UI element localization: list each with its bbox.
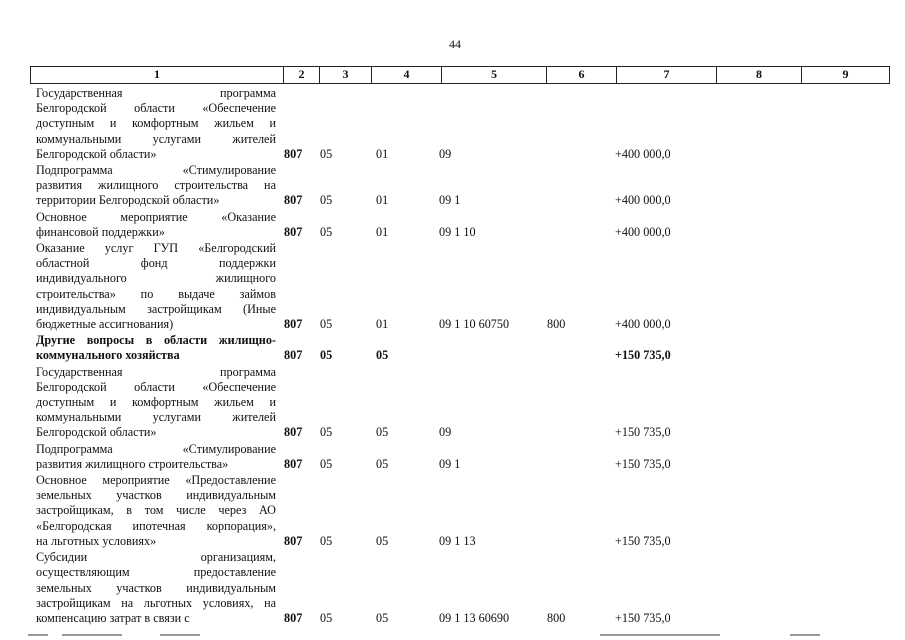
empty-cell	[779, 364, 859, 365]
header-col-6: 6	[546, 67, 616, 83]
header-col-3: 3	[319, 67, 371, 83]
table-row	[30, 241, 890, 333]
amount-change: +400 000,0	[615, 224, 671, 239]
section-code: 05	[320, 317, 333, 332]
expense-type-code	[539, 364, 609, 365]
target-article-code: 09	[439, 425, 452, 440]
expense-type-code: 800	[547, 610, 566, 625]
description-line: областной фонд поддержки	[36, 256, 276, 271]
subsection-code: 05	[376, 348, 389, 363]
expense-type-code	[539, 209, 609, 210]
ministry-code: 807	[284, 146, 303, 161]
row-description	[30, 333, 276, 364]
target-article-code: 09	[439, 146, 452, 161]
table-header	[30, 66, 890, 84]
header-col-8: 8	[716, 67, 801, 83]
header-col-4: 4	[371, 67, 441, 83]
ministry-code: 807	[284, 533, 303, 548]
subsection-code: 05	[376, 425, 389, 440]
ministry-code: 807	[284, 610, 303, 625]
table-row	[30, 473, 890, 550]
amount-change: +150 735,0	[615, 348, 671, 363]
ministry-code: 807	[284, 348, 303, 363]
target-article-code: 09 1 13	[439, 533, 476, 548]
expense-type-code	[539, 472, 609, 473]
target-article-code: 09 1	[439, 193, 461, 208]
amount-change: +400 000,0	[615, 193, 671, 208]
amount-change: +150 735,0	[615, 425, 671, 440]
description-line: коммунального хозяйства	[36, 348, 180, 363]
empty-cell	[699, 472, 779, 473]
description-line: доступным и комфортным жильем и	[36, 395, 276, 410]
description-line: компенсацию затрат в связи с	[36, 610, 190, 625]
subsection-code: 01	[376, 224, 389, 239]
ministry-code: 807	[284, 317, 303, 332]
amount-change: +150 735,0	[615, 610, 671, 625]
empty-cell	[779, 162, 859, 163]
subsection-code: 05	[376, 533, 389, 548]
amount-change: +400 000,0	[615, 317, 671, 332]
empty-cell	[699, 209, 779, 210]
target-article-code: 09 1 10 60750	[439, 317, 510, 332]
ministry-code: 807	[284, 193, 303, 208]
description-line: развития жилищного строительства на	[36, 178, 276, 193]
row-description	[30, 442, 276, 473]
description-line: Основное мероприятие «Предоставление	[36, 473, 276, 488]
table-row	[30, 163, 890, 210]
subsection-code: 05	[376, 456, 389, 471]
expense-type-code	[539, 240, 609, 241]
section-code: 05	[320, 456, 333, 471]
section-code: 05	[320, 193, 333, 208]
empty-cell	[699, 240, 779, 241]
description-line: строительства» по выдаче займов	[36, 286, 276, 301]
section-code: 05	[320, 224, 333, 239]
subsection-code: 01	[376, 317, 389, 332]
subsection-code: 01	[376, 146, 389, 161]
ministry-code: 807	[284, 425, 303, 440]
target-article-code	[434, 364, 539, 365]
empty-cell	[699, 549, 779, 550]
description-line: застройщикам на льготных условиях, на	[36, 595, 276, 610]
description-line: земельных участков индивидуальным	[36, 580, 276, 595]
description-line: Оказание услуг ГУП «Белгородский	[36, 241, 276, 256]
row-description	[30, 241, 276, 333]
description-line: Субсидии организациям,	[36, 550, 276, 565]
row-description	[30, 86, 276, 163]
description-line: финансовой поддержки»	[36, 224, 165, 239]
description-line: Государственная программа	[36, 364, 276, 379]
target-article-code: 09 1	[439, 456, 461, 471]
row-description	[30, 365, 276, 442]
table-row	[30, 210, 890, 241]
target-article-code: 09 1 10	[439, 224, 476, 239]
table-row	[30, 365, 890, 442]
section-code: 05	[320, 146, 333, 161]
empty-cell	[699, 162, 779, 163]
empty-cell	[779, 441, 859, 442]
description-line: Подпрограмма «Стимулирование	[36, 163, 276, 178]
ministry-code: 807	[284, 456, 303, 471]
description-line: коммунальными услугами жителей	[36, 131, 276, 146]
description-line: развития жилищного строительства»	[36, 456, 229, 471]
subsection-code: 01	[376, 193, 389, 208]
header-col-9: 9	[801, 67, 889, 83]
empty-cell	[779, 209, 859, 210]
description-line: доступным и комфортным жильем и	[36, 116, 276, 131]
description-line: коммунальными услугами жителей	[36, 410, 276, 425]
empty-cell	[699, 332, 779, 333]
header-col-2: 2	[283, 67, 319, 83]
expense-type-code: 800	[547, 317, 566, 332]
header-col-5: 5	[441, 67, 546, 83]
header-col-7: 7	[616, 67, 716, 83]
description-line: индивидуальным застройщикам (Иные	[36, 301, 276, 316]
row-description	[30, 163, 276, 210]
table-row	[30, 333, 890, 364]
header-col-1: 1	[154, 67, 160, 81]
amount-change: +150 735,0	[615, 456, 671, 471]
description-line: застройщикам, в том числе через АО	[36, 503, 276, 518]
description-line: на льготных условиях»	[36, 533, 157, 548]
description-line: Основное мероприятие «Оказание	[36, 209, 276, 224]
description-line: Государственная программа	[36, 86, 276, 100]
description-line: Белгородской области «Обеспечение	[36, 379, 276, 394]
description-line: осуществляющим предоставление	[36, 565, 276, 580]
row-description	[30, 550, 276, 627]
description-line: индивидуального жилищного	[36, 271, 276, 286]
description-line: Белгородской области»	[36, 425, 157, 440]
empty-cell	[779, 472, 859, 473]
section-code: 05	[320, 425, 333, 440]
expense-type-code	[539, 441, 609, 442]
description-line: земельных участков индивидуальным	[36, 488, 276, 503]
table-row	[30, 442, 890, 473]
target-article-code: 09 1 13 60690	[439, 610, 510, 625]
table-body	[30, 86, 890, 627]
page-number: 44	[449, 37, 461, 51]
description-line: территории Белгородской области»	[36, 193, 220, 208]
row-description	[30, 473, 276, 550]
empty-cell	[699, 626, 779, 627]
description-line: Подпрограмма «Стимулирование	[36, 441, 276, 456]
section-code: 05	[320, 348, 333, 363]
empty-cell	[699, 441, 779, 442]
description-line: Белгородской области «Обеспечение	[36, 101, 276, 116]
section-code: 05	[320, 533, 333, 548]
description-line: Другие вопросы в области жилищно-	[36, 333, 276, 348]
row-description	[30, 210, 276, 241]
subsection-code: 05	[376, 610, 389, 625]
empty-cell	[779, 626, 859, 627]
scan-bottom-edge	[0, 628, 905, 640]
expense-type-code	[539, 549, 609, 550]
amount-change: +400 000,0	[615, 146, 671, 161]
description-line: Белгородской области»	[36, 146, 157, 161]
description-line: «Белгородская ипотечная корпорация»,	[36, 518, 276, 533]
expense-type-code	[539, 162, 609, 163]
section-code: 05	[320, 610, 333, 625]
description-line: бюджетные ассигнования)	[36, 317, 174, 332]
empty-cell	[699, 364, 779, 365]
table-row	[30, 86, 890, 163]
empty-cell	[779, 549, 859, 550]
empty-cell	[779, 332, 859, 333]
amount-change: +150 735,0	[615, 533, 671, 548]
empty-cell	[779, 240, 859, 241]
table-row	[30, 550, 890, 627]
ministry-code: 807	[284, 224, 303, 239]
